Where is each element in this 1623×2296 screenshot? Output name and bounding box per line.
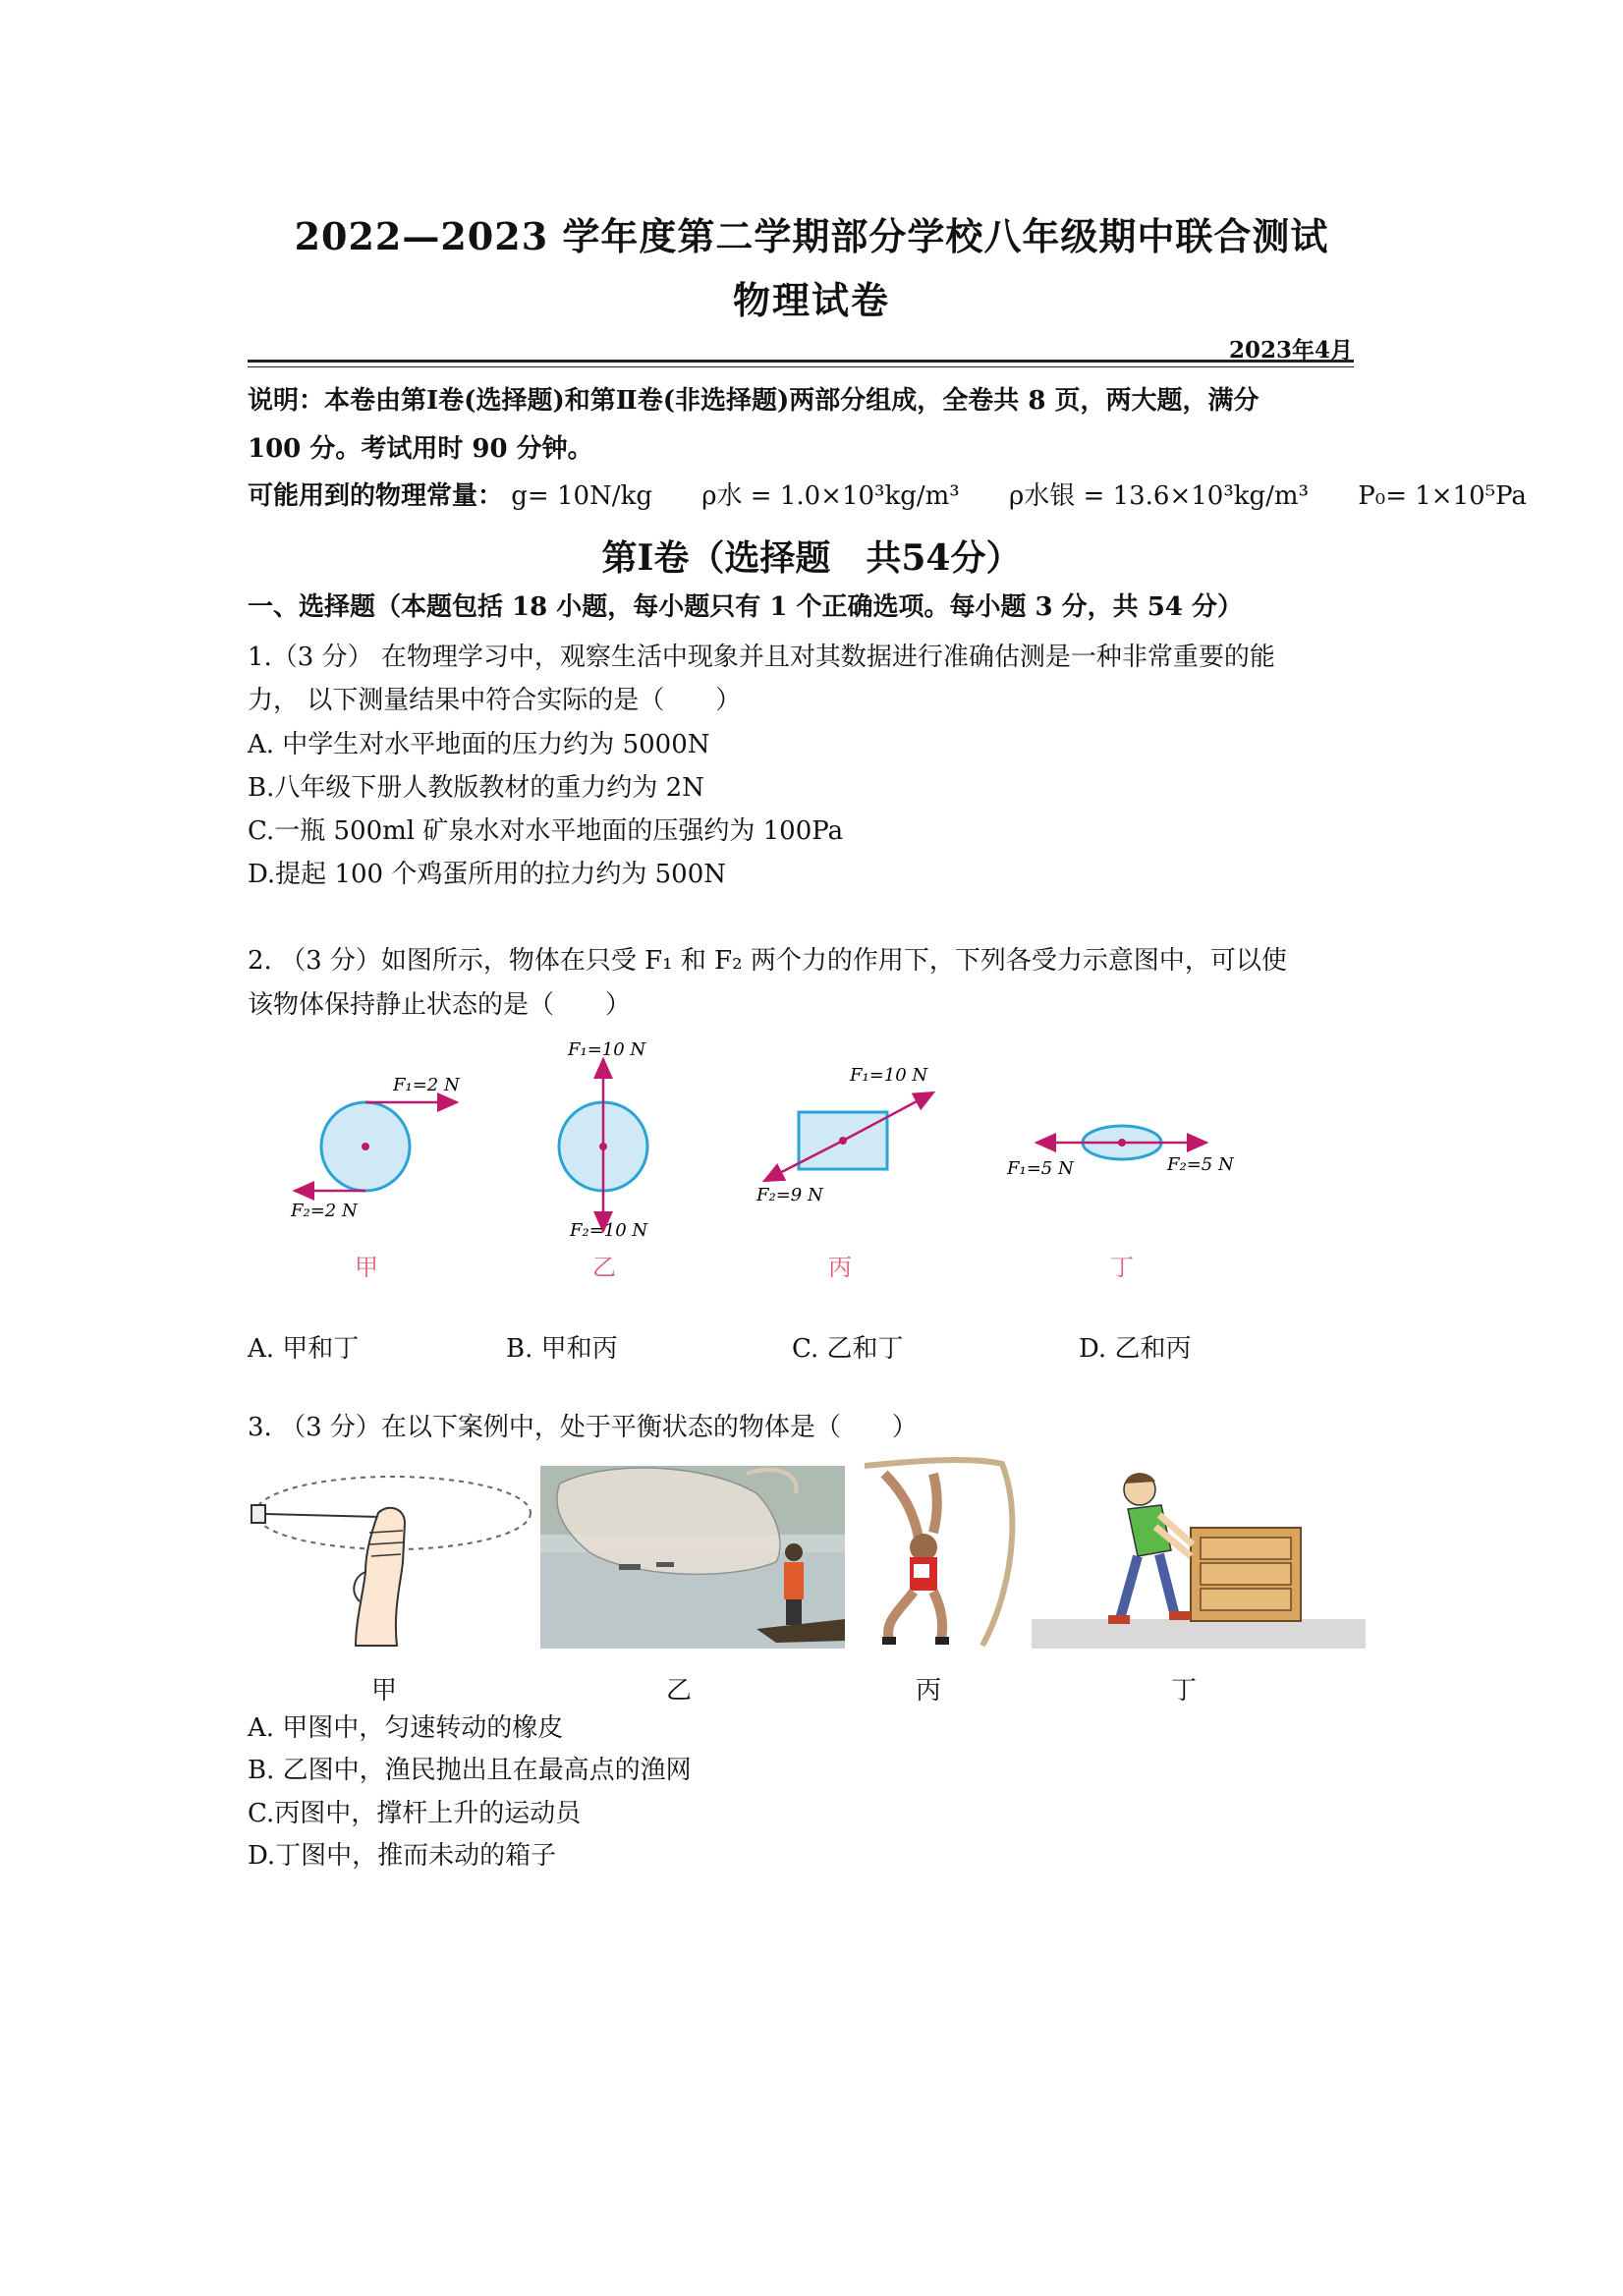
q1-option-a: A. 中学生对水平地面的压力约为 5000N (248, 730, 710, 759)
q1-stem-line-1: 1.（3 分） 在物理学习中，观察生活中现象并且对其数据进行准确估测是一种非常重要的能 (248, 643, 1275, 672)
section-title: 第Ⅰ卷（选择题 共54分） (601, 537, 1022, 579)
q2-option-d: D. 乙和丙 (1079, 1334, 1192, 1364)
q1-option-c: C.一瓶 500ml 矿泉水对水平地面的压强约为 100Pa (248, 816, 844, 846)
exam-title: 2022—2023 学年度第二学期部分学校八年级期中联合测试 (294, 214, 1329, 258)
q3-caption-jia: 甲 (371, 1676, 398, 1706)
q3-option-c: C.丙图中，撑杆上升的运动员 (248, 1799, 582, 1828)
exam-subject: 物理试卷 (732, 278, 890, 322)
q2-ding-f1-label: F₁=5 N (1007, 1158, 1074, 1179)
q1-option-d: D.提起 100 个鸡蛋所用的拉力约为 500N (248, 860, 726, 889)
physical-constants (248, 480, 1527, 512)
constants-label: 可能用到的物理常量： (248, 481, 504, 511)
q2-caption-bing: 丙 (828, 1254, 852, 1281)
q2-yi-f2-label: F₂=10 N (570, 1220, 648, 1241)
constant-g: g= 10N/kg (511, 481, 652, 511)
q1-option-b: B.八年级下册人教版教材的重力约为 2N (248, 773, 704, 803)
q2-option-b: B. 甲和丙 (506, 1334, 618, 1364)
q2-caption-yi: 乙 (592, 1254, 616, 1281)
q2-caption-jia: 甲 (355, 1254, 378, 1281)
q2-jia-f1-label: F₁=2 N (393, 1075, 460, 1095)
q2-figure-ding (1006, 1126, 1235, 1281)
note-text-1: 本卷由第Ⅰ卷(选择题)和第Ⅱ卷(非选择题)两部分组成，全卷共 8 页，两大题，满分 (324, 386, 1259, 416)
q3-picture-bing (865, 1460, 1012, 1646)
q3-picture-jia (252, 1477, 531, 1646)
q2-yi-f1-label: F₁=10 N (568, 1039, 646, 1060)
header-rule-thick (248, 360, 1354, 363)
constant-atmospheric-pressure: P₀= 1×10⁵Pa (1358, 481, 1527, 511)
q2-figure-jia (290, 1075, 461, 1281)
q3-option-d: D.丁图中，推而未动的箱子 (248, 1841, 557, 1871)
q3-option-a: A. 甲图中，匀速转动的橡皮 (248, 1713, 564, 1743)
exam-date: 2023年4月 (1228, 337, 1353, 364)
q1-stem-line-2: 力， 以下测量结果中符合实际的是（ ） (248, 686, 742, 715)
q2-stem-line-1: 2. （3 分）如图所示，物体在只受 F₁ 和 F₂ 两个力的作用下，下列各受力示意图中，可以使 (248, 946, 1287, 976)
q3-picture-yi (540, 1466, 845, 1649)
q2-figure-bing (756, 1065, 933, 1281)
constant-mercury-density: ρ水银 = 13.6×10³kg/m³ (1008, 481, 1310, 511)
q2-jia-f2-label: F₂=2 N (291, 1201, 358, 1221)
q2-figure-yi (559, 1039, 648, 1281)
instructions-line-1 (248, 385, 1387, 417)
instructions-line-2: 100 分。考试用时 90 分钟。 (248, 434, 593, 464)
q2-option-c: C. 乙和丁 (792, 1334, 904, 1364)
q3-caption-bing: 丙 (916, 1676, 942, 1706)
header-rule-thin (248, 366, 1354, 367)
q3-caption-ding: 丁 (1171, 1676, 1198, 1706)
q2-ding-f2-label: F₂=5 N (1167, 1154, 1234, 1175)
q3-stem-line-1: 3. （3 分）在以下案例中，处于平衡状态的物体是（ ） (248, 1413, 918, 1442)
q3-option-b: B. 乙图中，渔民抛出且在最高点的渔网 (248, 1756, 692, 1785)
constant-water-density: ρ水 = 1.0×10³kg/m³ (701, 481, 960, 511)
q2-stem-line-2: 该物体保持静止状态的是（ ） (248, 990, 632, 1020)
note-label: 说明： (248, 386, 325, 416)
q2-caption-ding: 丁 (1110, 1254, 1134, 1281)
q2-option-a: A. 甲和丁 (248, 1334, 360, 1364)
part-title: 一、选择题（本题包括 18 小题，每小题只有 1 个正确选项。每小题 3 分，共 54 分） (248, 592, 1243, 622)
q2-bing-f1-label: F₁=10 N (850, 1065, 928, 1086)
q3-caption-yi: 乙 (666, 1676, 693, 1706)
q3-pictures (0, 1454, 1623, 1660)
q2-force-diagrams (0, 1032, 1623, 1307)
q2-bing-f2-label: F₂=9 N (756, 1185, 823, 1205)
q3-picture-ding (1032, 1473, 1366, 1649)
